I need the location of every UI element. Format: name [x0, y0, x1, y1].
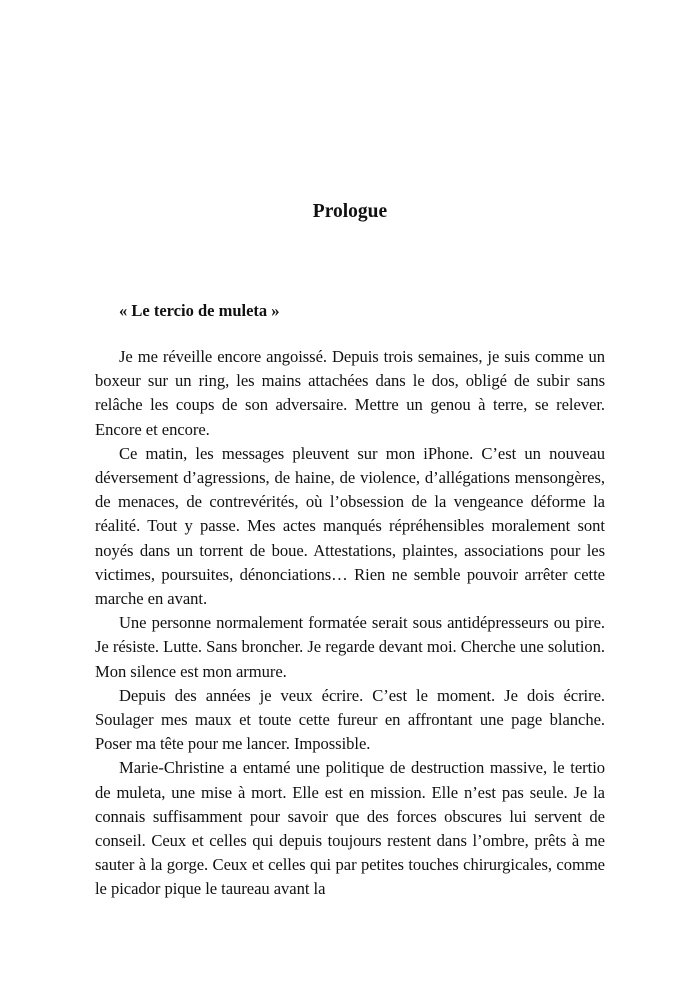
chapter-subtitle: « Le tercio de muleta » — [119, 301, 280, 320]
paragraph: Depuis des années je veux écrire. C’est le moment. Je dois écrire. Soulager mes maux et toute cette fureur en affrontant une page blanche. Poser ma tête pour me lancer. Impossible. — [95, 685, 605, 754]
paragraph: Marie-Christine a entamé une politique de destruction massive, le tertio de muleta, une mise à mort. Elle est en mission. Elle n’est pas seule. Je la connais suffisamment pour savoir que des forces obscures lui servent de conseil. Ceux et celles qui depuis toujours restent dans l’ombre, prêts à me sauter à la gorge. Ceux et celles qui par petites touches chirurgicales, comme le picador pique le taureau avant la — [95, 758, 605, 899]
paragraph: Je me réveille encore angoissé. Depuis trois semaines, je suis comme un boxeur sur un ring, les mains attachées dans le dos, obligé de subir sans relâche les coups de son adversaire. Mettre un genou à terre, se relever. Encore et encore. — [95, 347, 605, 439]
paragraph: Ce matin, les messages pleuvent sur mon iPhone. C’est un nouveau déversement d’agressions, de haine, de violence, d’allégations mensongères, de menaces, de contrevérités, où l’obsession de la vengeance déforme la réalité. Tout y passe. Mes actes manqués répréhensibles moralement sont noyés dans un torrent de boue. Attestations, plaintes, associations pour les victimes, poursuites, dénonciations… Rien ne semble pouvoir arrêter cette marche en avant. — [95, 443, 605, 609]
body-text — [95, 345, 605, 902]
paragraph: Une personne normalement formatée serait sous antidépresseurs ou pire. Je résiste. Lutte. Sans broncher. Je regarde devant moi. Cherche une solution. Mon silence est mon armure. — [95, 613, 605, 681]
book-page — [95, 0, 605, 992]
chapter-title: Prologue — [312, 201, 388, 222]
